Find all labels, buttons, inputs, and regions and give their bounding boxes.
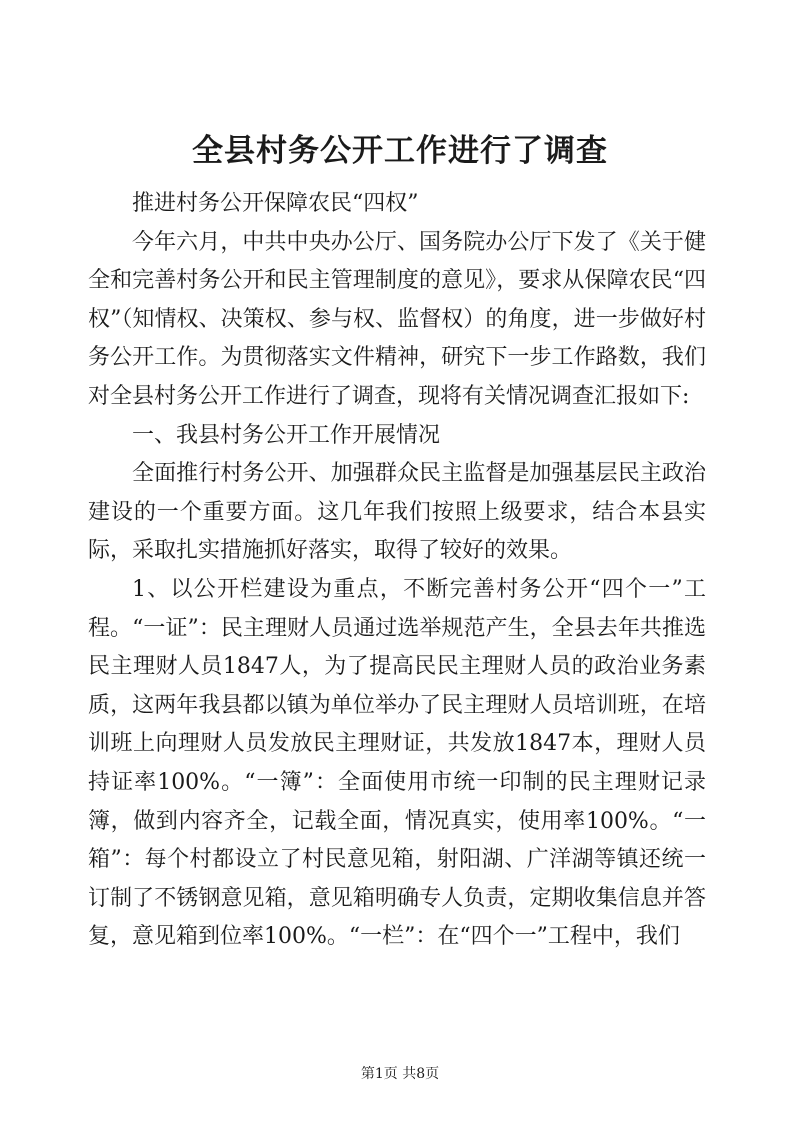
paragraph-intro: 今年六月，中共中央办公厅、国务院办公厅下发了《关于健全和完善村务公开和民主管理制度的意见》，要求从保障农民“四权”（知情权、决策权、参与权、监督权）的角度，进一步做好村务公开工作。为贯彻落实文件精神，研究下一步工作路数，我们对全县村务公开工作进行了调查，现将有关情况调查汇报如下:	[88, 229, 706, 409]
document-title: 全县村务公开工作进行了调查	[192, 133, 608, 169]
paragraph-overview: 全面推行村务公开、加强群众民主监督是加强基层民主政治建设的一个重要方面。这几年我们按照上级要求，结合本县实际，采取扎实措施抓好落实，取得了较好的效果。	[88, 461, 706, 564]
page-number: 第1页 共8页	[360, 1066, 440, 1082]
document-body	[88, 185, 706, 957]
paragraph-subtitle: 推进村务公开保障农民“四权”	[132, 191, 419, 216]
paragraph-item-1: 1、以公开栏建设为重点，不断完善村务公开“四个一”工程。“一证”：民主理财人员通过选举规范产生，全县去年共推选民主理财人员1847人，为了提高民民主理财人员的政治业务素质，这两年我县都以镇为单位举办了民主理财人员培训班，在培训班上向理财人员发放民主理财证，共发放1847本，理财人员持证率100%。“一簿”：全面使用市统一印制的民主理财记录簿，做到内容齐全，记载全面，情况真实，使用率100%。“一箱”：每个村都设立了村民意见箱，射阳湖、广洋湖等镇还统一订制了不锈钢意见箱，意见箱明确专人负责，定期收集信息并答复，意见箱到位率100%。“一栏”：在“四个一”工程中，我们	[88, 576, 706, 950]
section-heading: 一、我县村务公开工作开展情况	[132, 422, 441, 448]
